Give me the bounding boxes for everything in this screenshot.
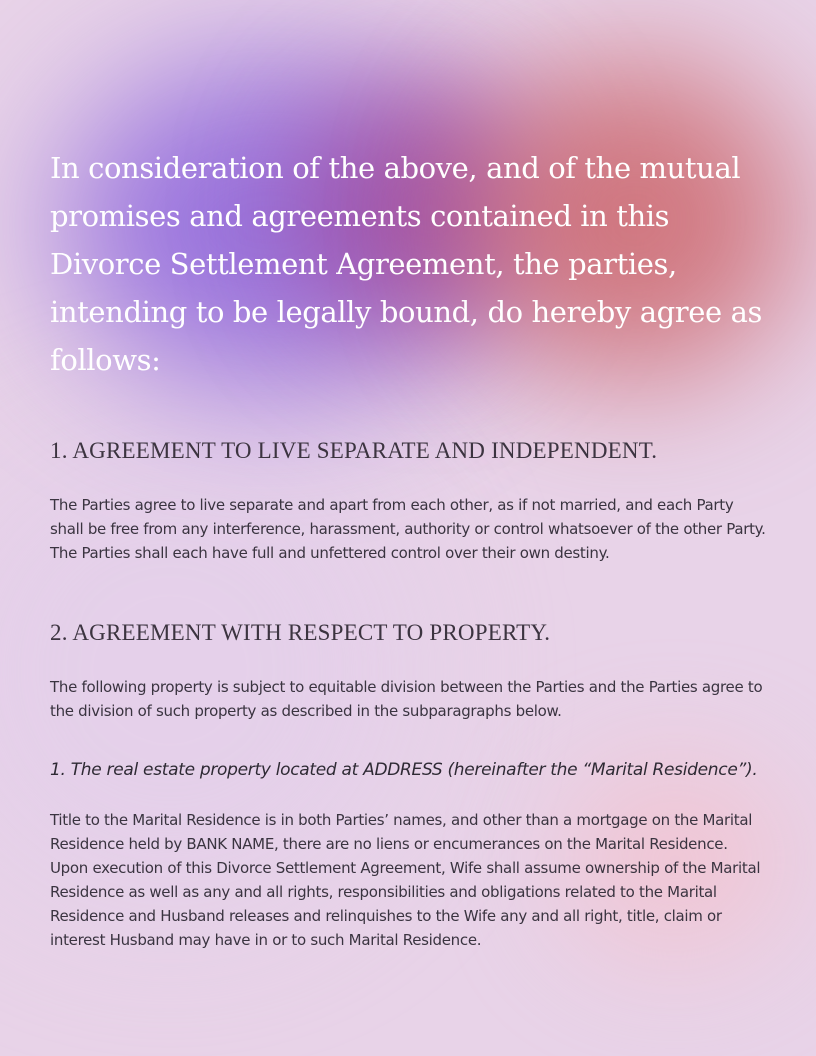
section-body-property: The following property is subject to equitable division between the Parties and the Parties agree to the division of such property as described in the subparagraphs below. <box>50 678 763 720</box>
intro-statement: In consideration of the above, and of the mutual promises and agreements contained in this Divorce Settlement Agreement, the parties, intending to be legally bound, do hereby agree as follows: <box>50 151 762 377</box>
subsection-heading-marital-residence: 1. The real estate property located at ADDRESS (hereinafter the “Marital Residence”). <box>50 760 758 780</box>
section-heading-property: 2. AGREEMENT WITH RESPECT TO PROPERTY. <box>50 620 551 645</box>
subsection-body-marital-residence: Title to the Marital Residence is in both Parties’ names, and other than a mortgage on the Marital Residence held by BANK NAME, there are no liens or encumerances on the Marital Residence. Upon execution of this Divorce Settlement Agreement, Wife shall assume ownership of the Marital Residence as well as any and all rights, responsibilities and obligations related to the Marital Residence and Husband releases and relinquishes to the Wife any and all right, title, claim or interest Husband may have in or to such Marital Residence. <box>50 811 761 949</box>
section-heading-separate-living: 1. AGREEMENT TO LIVE SEPARATE AND INDEPENDENT. <box>50 438 658 463</box>
section-body-separate-living: The Parties agree to live separate and apart from each other, as if not married, and each Party shall be free from any interference, harassment, authority or control whatsoever of the other Party. The Parties shall each have full and unfettered control over their own destiny. <box>50 496 766 562</box>
